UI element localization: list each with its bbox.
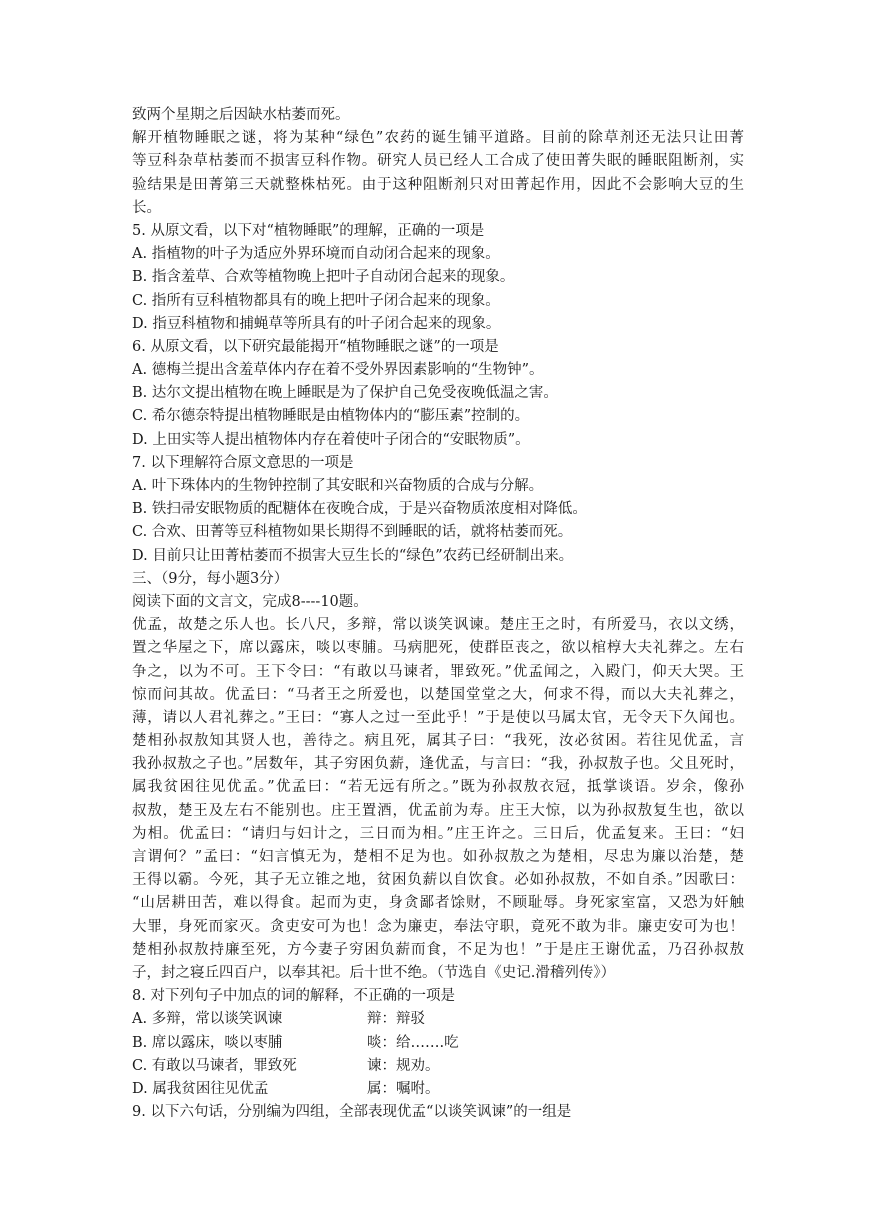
- question-8: [132, 985, 744, 1101]
- option-c: C. 合欢、田菁等豆科植物如果长期得不到睡眠的话，就将枯萎而死。: [132, 524, 573, 541]
- science-line: 解开植物睡眠之谜，将为某种“绿色”农药的诞生铺平道路。目前的除草剂还无法只让田菁: [132, 130, 744, 147]
- question-5: [132, 220, 744, 336]
- science-paragraph: [132, 127, 744, 220]
- classical-text: [132, 614, 744, 985]
- classical-line: 薄，请以人君礼葬之。”王曰：“寡人之过一至此乎！”于是使以马属太官，无令天下久闻也。: [132, 709, 744, 726]
- option-a: A. 德梅兰提出含羞草体内存在着不受外界因素影响的“生物钟”。: [132, 362, 544, 379]
- classical-line: 我孙叔敖之子也。”居数年，其子穷困负薪，逢优孟，与言曰：“我，孙叔敖子也。父且死时，: [132, 756, 744, 773]
- option-c: C. 指所有豆科植物都具有的晚上把叶子闭合起来的现象。: [132, 292, 500, 309]
- question-9-stem: 9. 以下六句话，分别编为四组，全部表现优孟“以谈笑讽谏”的一组是: [132, 1104, 572, 1121]
- option-b: [132, 1032, 744, 1055]
- classical-line: 惊而问其故。优孟曰：“马者王之所爱也，以楚国堂堂之大，何求不得，而以大夫礼葬之，: [132, 686, 744, 703]
- option-b: B. 达尔文提出植物在晚上睡眠是为了保护自己免受夜晚低温之害。: [132, 385, 558, 402]
- section-instruction: 阅读下面的文言文，完成8----10题。: [132, 593, 368, 610]
- question-stem: 8. 对下列句子中加点的词的解释，不正确的一项是: [132, 988, 455, 1005]
- option-a: [132, 1008, 744, 1031]
- option-gloss: 辩：辩驳: [367, 1011, 425, 1028]
- exam-page: [132, 104, 744, 1124]
- classical-line: 楚相孙叔敖知其贤人也，善待之。病且死，属其子曰：“我死，汝必贫困。若往见优孟，言: [132, 733, 744, 750]
- option-gloss: 属：嘱咐。: [367, 1080, 440, 1097]
- question-stem: 5. 从原文看，以下对“植物睡眠”的理解，正确的一项是: [132, 222, 485, 239]
- classical-line: 优孟，故楚之乐人也。长八尺，多辩，常以谈笑讽谏。楚庄王之时，有所爱马，衣以文绣，: [132, 617, 744, 634]
- option-sentence: C. 有敢以马谏者，罪致死: [132, 1057, 297, 1074]
- option-sentence: A. 多辩，常以谈笑讽谏: [132, 1011, 283, 1028]
- question-stem: 7. 以下理解符合原文意思的一项是: [132, 454, 354, 471]
- option-a: A. 指植物的叶子为适应外界环境而自动闭合起来的现象。: [132, 246, 500, 263]
- classical-line: 置之华屋之下，席以露床，啖以枣脯。马病肥死，使群臣丧之，欲以棺椁大夫礼葬之。左右: [132, 640, 744, 657]
- classical-line: 大罪，身死而家灭。贪吏安可为也！念为廉吏，奉法守职，竟死不敢为非。廉吏安可为也！: [132, 918, 744, 935]
- option-sentence: D. 属我贫困往见优孟: [132, 1080, 269, 1097]
- option-gloss: 啖：给…….吃: [367, 1034, 459, 1051]
- classical-line: 争之，以为不可。王下令曰：“有敢以马谏者，罪致死。”优孟闻之，入殿门，仰天大哭。王: [132, 663, 744, 680]
- question-6: [132, 336, 744, 452]
- science-line: 验结果是田菁第三天就整株枯死。由于这种阻断剂只对田菁起作用，因此不会影响大豆的生: [132, 176, 744, 193]
- option-b: B. 铁扫帚安眠物质的配糖体在夜晚合成，于是兴奋物质浓度相对降低。: [132, 501, 587, 518]
- question-stem: 6. 从原文看，以下研究最能揭开“植物睡眠之谜”的一项是: [132, 338, 499, 355]
- passage-end-line: 致两个星期之后因缺水枯萎而死。: [132, 107, 350, 123]
- question-7: [132, 452, 744, 568]
- option-sentence: B. 席以露床，啖以枣脯: [132, 1034, 283, 1051]
- classical-line: 王得以霸。今死，其子无立锥之地，贫困负薪以自饮食。必如孙叔敖，不如自杀。”因歌曰：: [132, 872, 744, 889]
- option-a: A. 叶下珠体内的生物钟控制了其安眠和兴奋物质的合成与分解。: [132, 478, 544, 494]
- option-d: D. 指豆科植物和捕蝇草等所具有的叶子闭合起来的现象。: [132, 315, 501, 332]
- option-b: B. 指含羞草、合欢等植物晚上把叶子自动闭合起来的现象。: [132, 269, 515, 286]
- option-d: D. 上田实等人提出植物体内存在着使叶子闭合的“安眠物质”。: [132, 431, 530, 448]
- classical-line: 为相。优孟曰：“请归与妇计之，三日而为相。”庄王许之。三日后，优孟复来。王曰：“妇: [132, 825, 744, 842]
- section-heading: 三、（9分，每小题3分）: [132, 570, 289, 587]
- classical-line: “山居耕田苦，难以得食。起而为吏，身贪鄙者馀财，不顾耻辱。身死家室富，又恐为奸触: [132, 895, 744, 912]
- science-line: 长。: [132, 199, 161, 216]
- classical-line: 属我贫困往见优孟。”优孟曰：“若无远有所之。”既为孙叔敖衣冠，抵掌谈语。岁余，像孙: [132, 779, 744, 796]
- option-c: C. 希尔德奈特提出植物睡眠是由植物体内的“膨压素”控制的。: [132, 408, 530, 425]
- option-c: [132, 1055, 744, 1078]
- option-gloss: 谏：规劝。: [367, 1057, 440, 1074]
- classical-line: 楚相孙叔敖持廉至死，方今妻子穷困负薪而食，不足为也！”于是庄王谢优孟，乃召孙叔敖: [132, 941, 744, 958]
- option-d: [132, 1078, 744, 1101]
- classical-line: 叔敖，楚王及左右不能别也。庄王置酒，优孟前为寿。庄王大惊，以为孙叔敖复生也，欲以: [132, 802, 744, 819]
- science-line: 等豆科杂草枯萎而不损害豆科作物。研究人员已经人工合成了使田菁失眠的睡眠阻断剂，实: [132, 153, 744, 170]
- option-d: D. 目前只让田菁枯萎而不损害大豆生长的“绿色”农药已经研制出来。: [132, 547, 574, 564]
- classical-line: 言谓何？”孟曰：“妇言慎无为，楚相不足为也。如孙叔敖之为楚相，尽忠为廉以治楚，楚: [132, 849, 744, 865]
- classical-line: 子，封之寝丘四百户，以奉其祀。后十世不绝。（节选自《史记.滑稽列传》）: [132, 964, 616, 981]
